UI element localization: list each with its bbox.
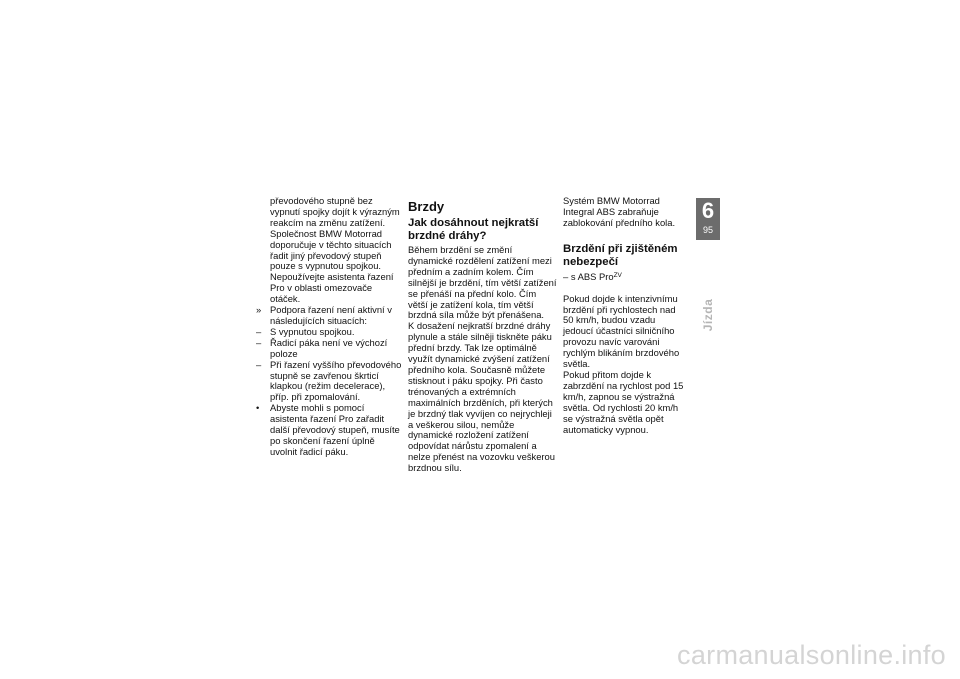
watermark: carmanualsonline.info [677, 640, 946, 670]
dash-item [256, 360, 402, 404]
abs-superscript: ZV [613, 271, 622, 279]
intro-paragraph: převodového stupně bez vypnutí spojky dojít k výrazným reakcím na změnu zatížení. Společnost BMW Motorrad doporučuje v těchto situacích řadit jiný převodový stupeň pouze s vypnutou spojkou. Nepoužívejte asistenta řazení Pro v oblasti omezovače otáček. [270, 195, 400, 305]
dash-marker: – [256, 358, 262, 370]
section-title: Brzdy [408, 199, 445, 214]
paragraph: Pokud přitom dojde k zabrzdění na rychlost pod 15 km/h, zapnou se výstražná světla. Od rychlosti 20 km/h se výstražná světla opět automaticky vypnou. [563, 368, 684, 435]
dash-marker: – [256, 336, 262, 348]
column-right [563, 196, 687, 435]
dash-marker: – [563, 270, 569, 282]
column-left [256, 196, 402, 458]
bullet-item-text: Abyste mohli s pomocí asistenta řazení Pro zařadit další převodový stupeň, musíte po skončení řazení úplně uvolnit řadicí páku. [270, 402, 400, 457]
dash-item-text: Při řazení vyššího převodového stupně se zavřenou škrticí klapkou (režim decelerace), příp. při zpomalování. [270, 358, 402, 403]
abs-condition [563, 271, 687, 283]
paragraph: K dosažení nejkratší brzdné dráhy plynule a stále silněji tiskněte páku přední brzdy. Tak lze optimálně využít dynamické zvýšení zatížení předního kola. Současně můžete stisknout i páku spojky. Při často trénovaných a extrémních maximálních brzděních, při kterých je brzdný tlak vyvíjen co nejrychleji a veškerou silou, nemůže dynamické rozložení zatížení odpovídat nárůstu zpomalení a nelze přenést na vozovku veškerou brzdnou sílu. [408, 320, 555, 474]
arrow-item [256, 305, 402, 327]
side-chapter-label [700, 296, 716, 336]
section-subtitle: Jak dosáhnout nejkratší brzdné dráhy? [408, 217, 539, 242]
bullet-item [256, 403, 402, 458]
chapter-tab [696, 198, 720, 240]
arrow-marker: » [256, 304, 262, 316]
chapter-name: Jízda [701, 298, 715, 332]
column-middle [408, 196, 558, 474]
paragraph: Pokud dojde k intenzivnímu brzdění při rychlostech nad 50 km/h, budou vzadu jedoucí účastníci silničního provozu navíc varováni rychlým blikáním brzdového světla. [563, 292, 680, 370]
dash-marker: – [256, 325, 262, 337]
abs-text: s ABS Pro [570, 270, 614, 282]
bullet-marker: • [256, 402, 260, 414]
paragraph: Systém BMW Motorrad Integral ABS zabraňuje zablokování předního kola. [563, 195, 676, 228]
chapter-number: 6 [701, 198, 715, 223]
page-number: 95 [702, 225, 713, 235]
dash-item-text: Řadicí páka není ve výchozí poloze [270, 336, 388, 359]
arrow-item-text: Podpora řazení není aktivní v následujících situacích: [270, 304, 392, 326]
paragraph: Během brzdění se změní dynamické rozdělení zatížení mezi předním a zadním kolem. Čím silnější je brzdění, tím větší zatížení se přenáší na přední kolo. Čím větší je zatížení kola, tím větší brzdná síla může být přenášena. [408, 244, 557, 321]
section-heading: Brzdění při zjištěném nebezpečí [563, 242, 678, 268]
dash-item-text: S vypnutou spojkou. [270, 325, 355, 337]
dash-item [256, 338, 402, 360]
